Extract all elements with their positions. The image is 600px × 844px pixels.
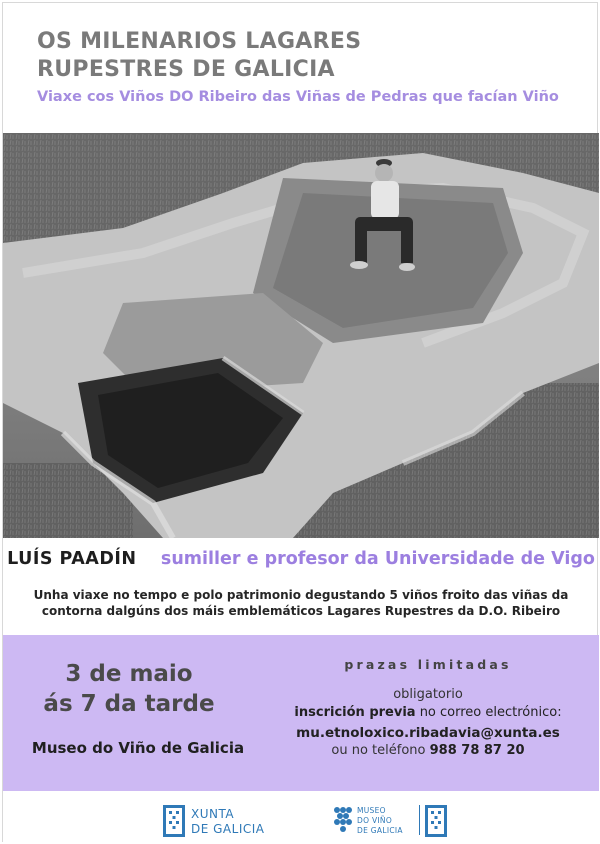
subtitle: Viaxe cos Viños DO Ribeiro das Viñas de Pedras que facían Viño	[37, 89, 559, 105]
event-venue: Museo do Viño de Galicia	[31, 739, 245, 757]
xunta-text-1: XUNTA	[191, 807, 235, 821]
xunta-logo	[163, 805, 283, 837]
phone-number[interactable]: 988 78 87 20	[429, 743, 525, 758]
speaker-name: LUÍS PAADÍN	[7, 549, 137, 569]
logo-divider	[419, 805, 420, 835]
phone-line	[257, 743, 599, 758]
phone-prefix: ou no teléfono	[331, 743, 430, 758]
event-date: 3 de maio	[65, 661, 193, 687]
xunta-text-2: DE GALICIA	[191, 822, 265, 836]
speaker-line	[3, 549, 599, 569]
inscription-rest: no correo electrónico:	[415, 705, 562, 720]
museo-logo	[333, 803, 457, 839]
grape-cluster-icon	[333, 805, 353, 835]
title-line-2: RUPESTRES DE GALICIA	[37, 57, 335, 82]
museo-text-1: MUSEO	[357, 806, 386, 815]
inscription-line	[257, 705, 599, 720]
event-description	[11, 587, 591, 619]
title-line-1: OS MILENARIOS LAGARES	[37, 29, 362, 54]
event-poster	[2, 2, 598, 842]
speaker-role: sumiller e profesor da Universidade de Vigo	[160, 549, 595, 569]
museo-text-3: DE GALICIA	[357, 826, 403, 835]
event-time: ás 7 da tarde	[43, 691, 215, 717]
registration-email[interactable]: mu.etnoloxico.ribadavia@xunta.es	[296, 725, 560, 741]
description-line-1: Unha viaxe no tempo e polo patrimonio degustando 5 viños froito das viñas da	[33, 588, 569, 602]
galicia-flag-icon	[163, 805, 185, 837]
poster-header	[3, 3, 599, 135]
description-line-2: contorna dalgúns dos máis emblemáticos Lagares Rupestres da D.O. Ribeiro	[41, 604, 561, 618]
museo-text-2: DO VIÑO	[357, 816, 393, 825]
galicia-flag-icon	[425, 805, 447, 837]
rock-wine-press-photo	[3, 133, 599, 538]
limited-places: prazas limitadas	[344, 657, 512, 672]
inscription-bold: inscrición previa	[294, 705, 416, 720]
footer-logos	[3, 791, 599, 843]
mandatory-label: obligatorio	[393, 687, 463, 702]
event-info-band	[3, 635, 599, 791]
